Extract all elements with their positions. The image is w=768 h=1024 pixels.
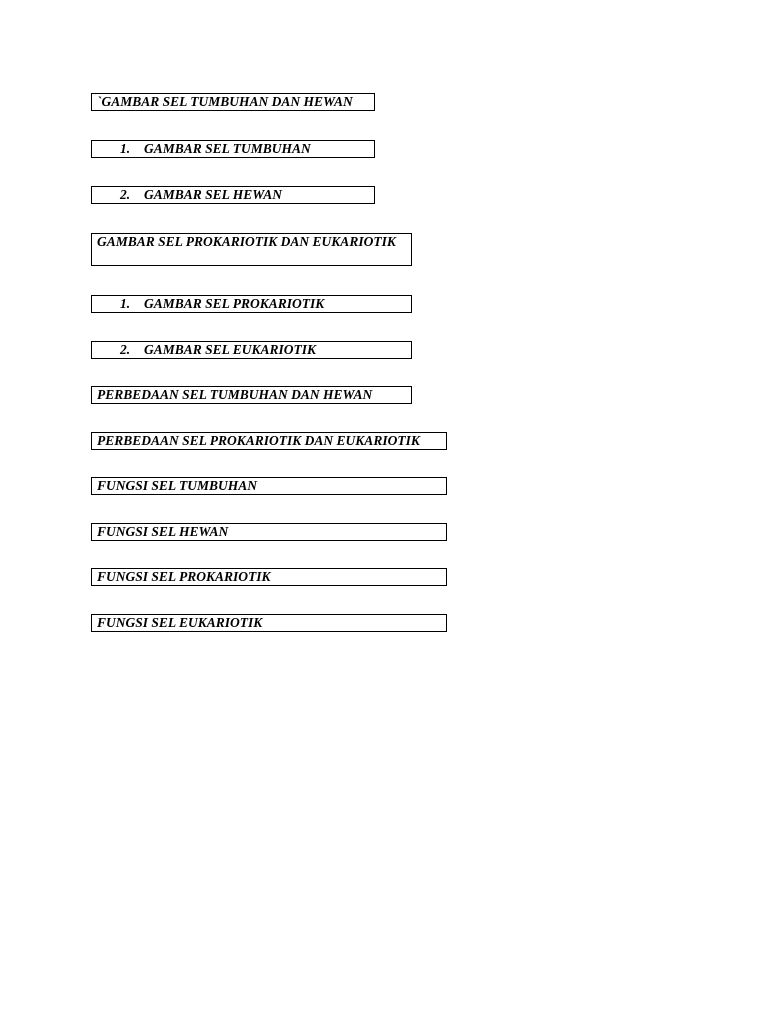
link-fungsi-sel-eukariotik[interactable] — [91, 614, 447, 632]
heading-gambar-sel-tumbuhan-dan-hewan[interactable] — [91, 93, 375, 111]
item-number: 2. — [120, 187, 131, 202]
item-text: PERBEDAAN SEL PROKARIOTIK DAN EUKARIOTIK — [97, 433, 420, 448]
item-number: 2. — [120, 342, 131, 357]
item-number: 1. — [120, 141, 131, 156]
link-perbedaan-sel-tumbuhan-dan-hewan[interactable] — [91, 386, 412, 404]
item-text: FUNGSI SEL TUMBUHAN — [97, 478, 258, 493]
link-fungsi-sel-prokariotik[interactable] — [91, 568, 447, 586]
item-text: GAMBAR SEL PROKARIOTIK — [144, 296, 325, 311]
link-gambar-sel-eukariotik[interactable] — [91, 341, 412, 359]
link-gambar-sel-tumbuhan[interactable] — [91, 140, 375, 158]
link-perbedaan-sel-prokariotik-dan-eukariotik[interactable] — [91, 432, 447, 450]
link-gambar-sel-prokariotik[interactable] — [91, 295, 412, 313]
item-text: GAMBAR SEL PROKARIOTIK DAN EUKARIOTIK — [97, 234, 396, 249]
item-text: GAMBAR SEL HEWAN — [144, 187, 283, 202]
item-text: PERBEDAAN SEL TUMBUHAN DAN HEWAN — [97, 387, 373, 402]
link-gambar-sel-hewan[interactable] — [91, 186, 375, 204]
item-text: FUNGSI SEL PROKARIOTIK — [97, 569, 271, 584]
item-text: FUNGSI SEL EUKARIOTIK — [97, 615, 263, 630]
link-fungsi-sel-hewan[interactable] — [91, 523, 447, 541]
link-fungsi-sel-tumbuhan[interactable] — [91, 477, 447, 495]
heading-gambar-sel-prokariotik-dan-eukariotik[interactable] — [91, 233, 412, 266]
item-text: GAMBAR SEL TUMBUHAN — [144, 141, 311, 156]
item-text: GAMBAR SEL EUKARIOTIK — [144, 342, 317, 357]
item-text: FUNGSI SEL HEWAN — [97, 524, 229, 539]
item-number: 1. — [120, 296, 131, 311]
item-text: `GAMBAR SEL TUMBUHAN DAN HEWAN — [97, 94, 353, 109]
